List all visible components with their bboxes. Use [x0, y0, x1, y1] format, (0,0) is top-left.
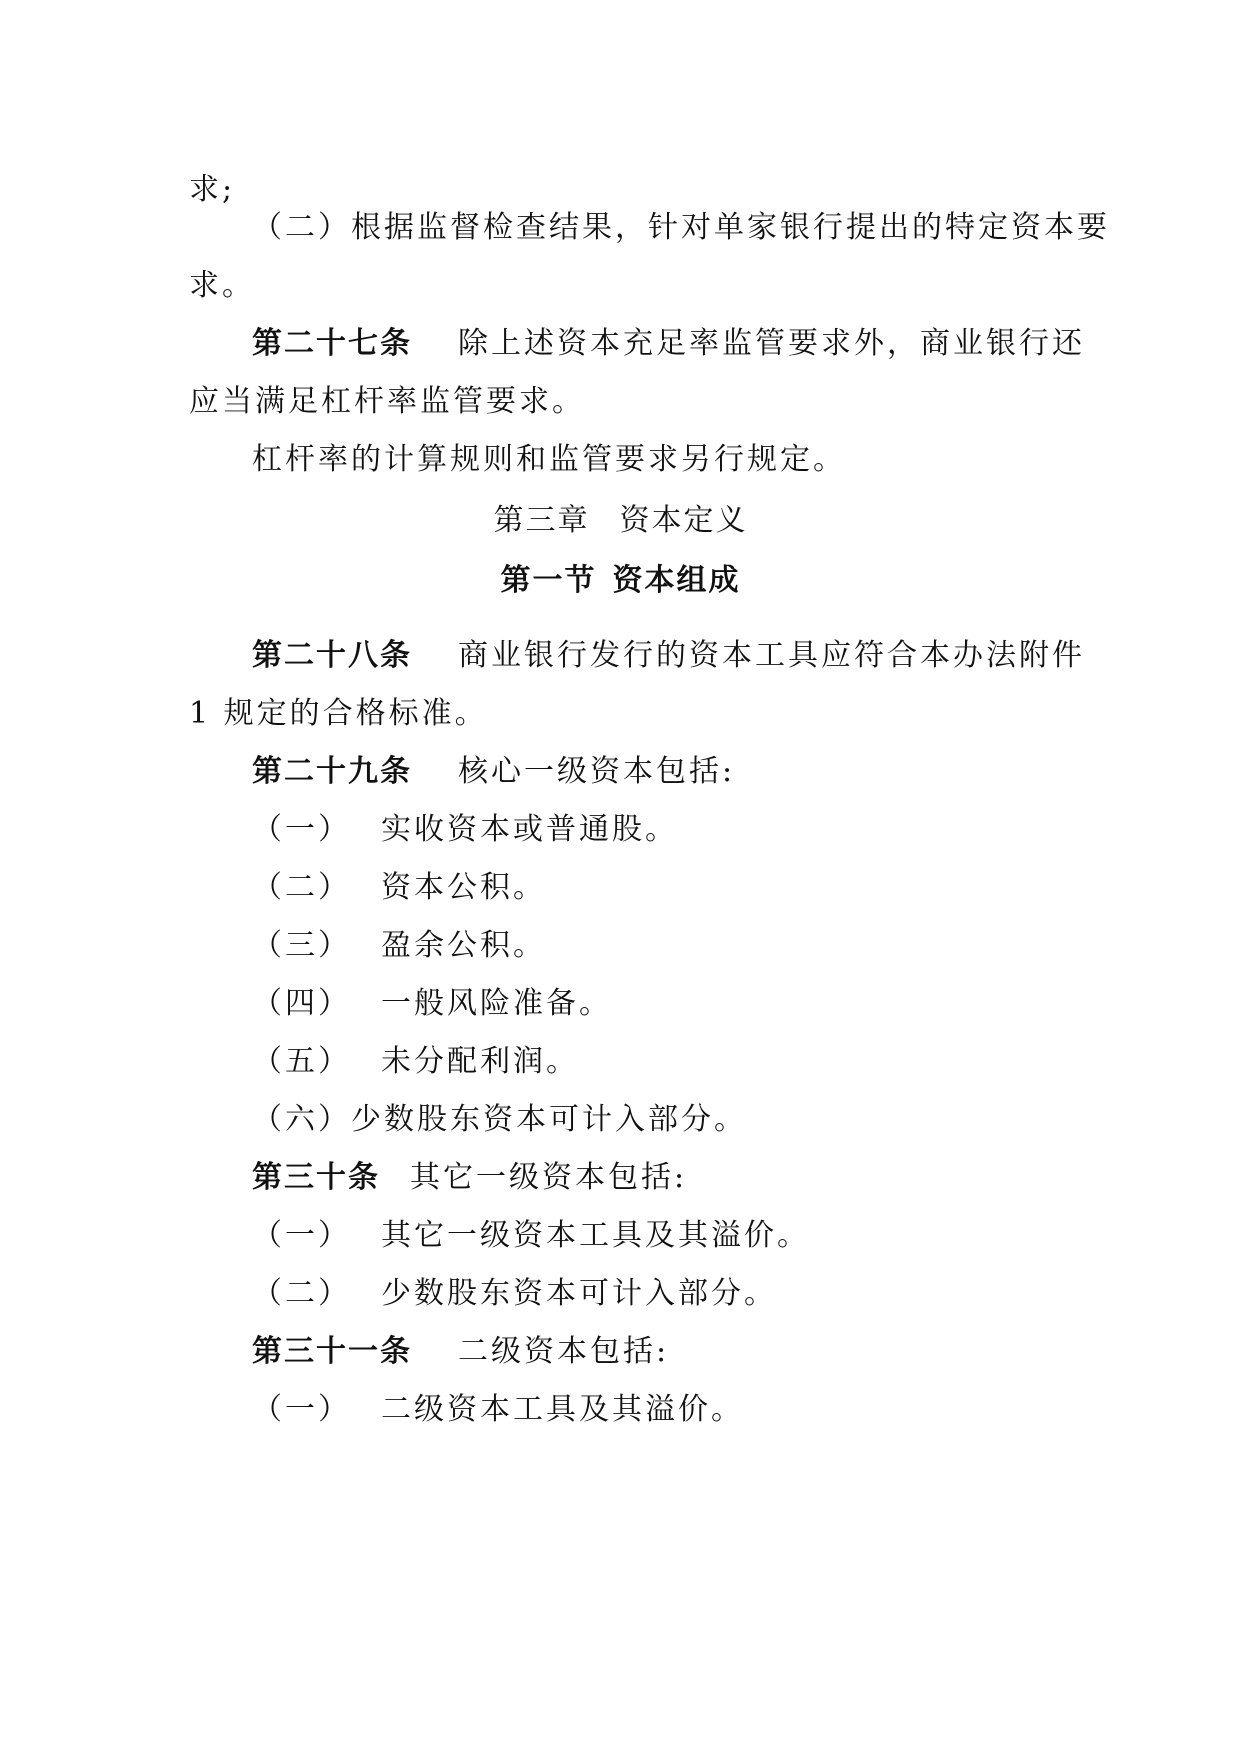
item-number: （一） [252, 1218, 351, 1253]
item-text: 二级资本工具及其溢价。 [381, 1392, 744, 1427]
item-text: 一般风险准备。 [381, 986, 612, 1021]
chapter-heading [0, 501, 1241, 541]
line-text: 应当满足杠杆率监管要求。 [189, 384, 585, 419]
section-name: 资本组成 [612, 563, 741, 598]
item-number: （四） [252, 986, 351, 1021]
article-text: 商业银行发行的资本工具应符合本办法附件 [458, 638, 1085, 673]
item-number: （五） [252, 1044, 351, 1079]
text-line [189, 694, 488, 734]
article-title: 第三十条 [252, 1160, 380, 1195]
article-title: 第二十七条 [252, 326, 412, 361]
item-text: 少数股东资本可计入部分。 [381, 1276, 777, 1311]
item-text: 未分配利润。 [381, 1044, 579, 1079]
article-text: 核心一级资本包括: [458, 754, 736, 789]
line-text: 1 规定的合格标准。 [189, 696, 488, 731]
item-number: （三） [252, 928, 351, 963]
chapter-name: 资本定义 [619, 503, 748, 538]
item-number: （一） [252, 1392, 351, 1427]
article-text: 二级资本包括: [458, 1334, 670, 1369]
article-text: 其它一级资本包括: [410, 1160, 688, 1195]
section-heading [0, 561, 1241, 601]
item-text: 实收资本或普通股。 [381, 812, 678, 847]
article-30 [252, 1158, 687, 1198]
list-item [252, 984, 612, 1024]
article-title: 第二十九条 [252, 754, 412, 789]
list-item [252, 1216, 810, 1256]
text-line [189, 266, 255, 306]
article-27 [252, 324, 1085, 364]
chapter-number: 第三章 [493, 503, 590, 538]
text-line [252, 440, 846, 480]
article-31 [252, 1332, 669, 1372]
article-title: 第二十八条 [252, 638, 412, 673]
list-item [252, 868, 546, 908]
item-number: （二） [252, 1276, 351, 1311]
article-29 [252, 752, 735, 792]
text-line [252, 208, 1110, 248]
item-text: 盈余公积。 [381, 928, 546, 963]
text-line [189, 170, 235, 210]
list-item [252, 1390, 744, 1430]
list-item [252, 926, 546, 966]
item-text: 其它一级资本工具及其溢价。 [381, 1218, 810, 1253]
article-28 [252, 636, 1085, 676]
section-number: 第一节 [500, 563, 597, 598]
line-text: （二）根据监督检查结果，针对单家银行提出的特定资本要 [252, 210, 1110, 245]
article-text: 除上述资本充足率监管要求外，商业银行还 [458, 326, 1085, 361]
item-number: （二） [252, 870, 351, 905]
text-line [189, 382, 585, 422]
list-item [252, 1042, 579, 1082]
item-number: （一） [252, 812, 351, 847]
article-title: 第三十一条 [252, 1334, 412, 1369]
item-text: （六）少数股东资本可计入部分。 [252, 1102, 747, 1137]
item-text: 资本公积。 [381, 870, 546, 905]
line-text: 求; [189, 172, 236, 207]
list-item [252, 1274, 777, 1314]
line-text: 求。 [189, 268, 255, 303]
line-text: 杠杆率的计算规则和监管要求另行规定。 [252, 442, 846, 477]
list-item [252, 810, 678, 850]
list-item [252, 1100, 747, 1140]
